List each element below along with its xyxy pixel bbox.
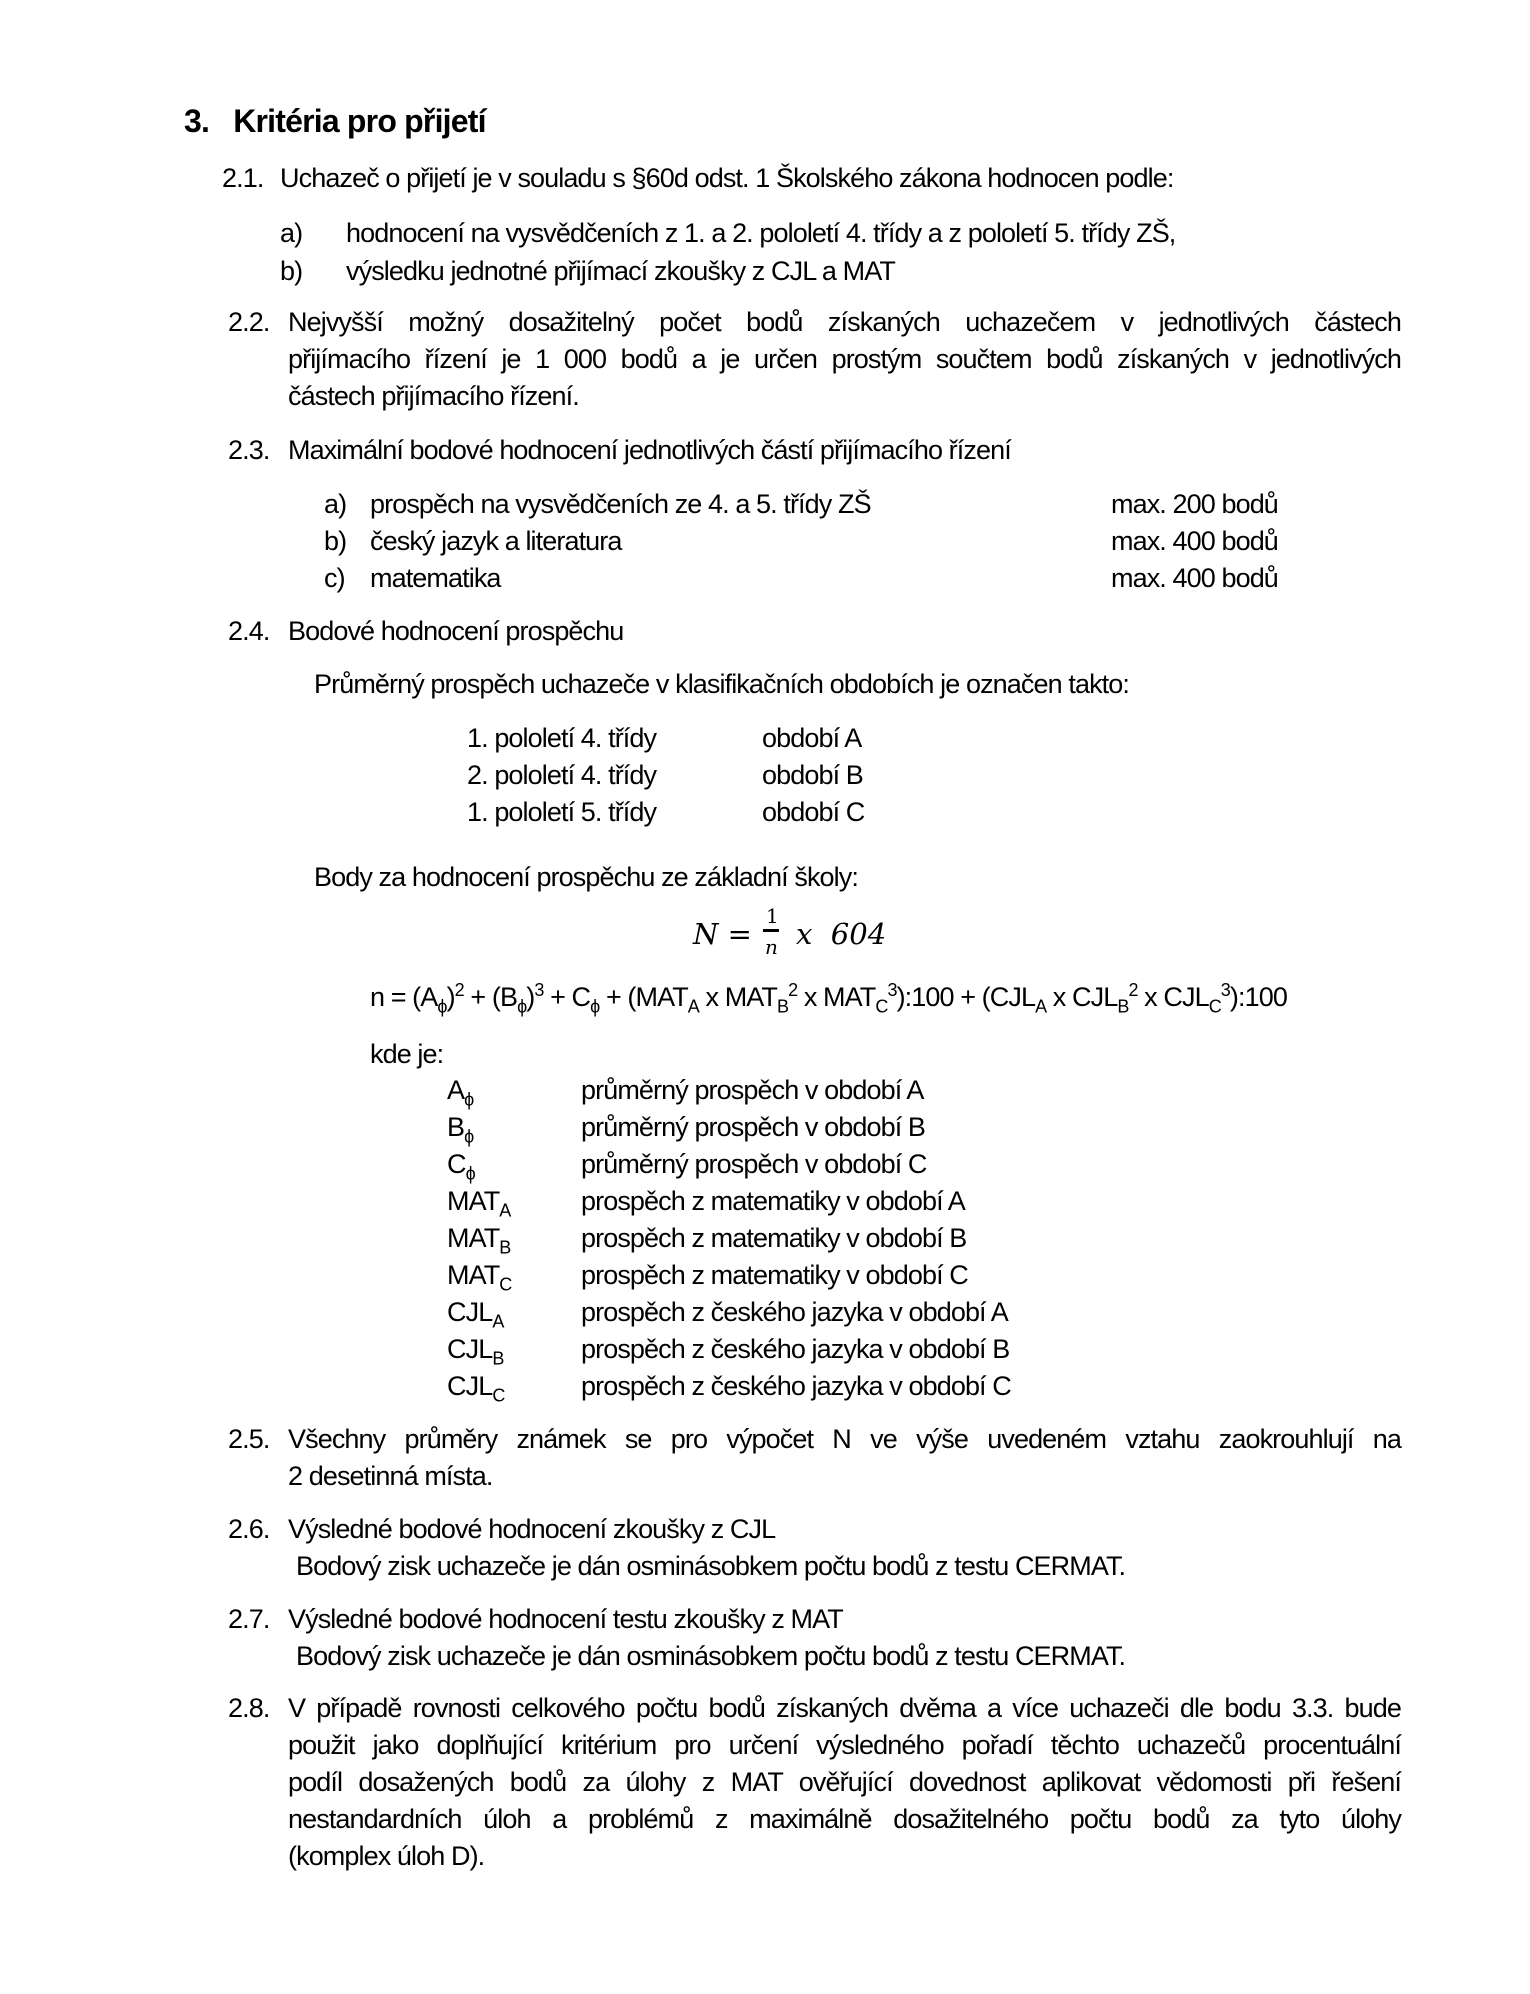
fraction-numerator: 1 (766, 904, 779, 928)
clause-number: 2.7. (228, 1604, 270, 1634)
clause-number: 2.5. (228, 1424, 270, 1454)
symbol-desc: prospěch z českého jazyka v období A (581, 1297, 1008, 1327)
clause-detail: Bodový zisk uchazeče je dán osminásobkem počtu bodů z testu CERMAT. (296, 1551, 1126, 1581)
period-label: období C (762, 797, 865, 827)
formula-rest: x 604 (796, 917, 887, 951)
period-label: období B (762, 760, 863, 790)
section-title: Kritéria pro přijetí (233, 103, 486, 139)
points-value: max. 400 bodů (1111, 526, 1278, 556)
symbol: $C_\phi$ (447, 1149, 475, 1184)
list-marker: c) (324, 563, 345, 593)
symbol: $MAT_C$ (447, 1260, 512, 1295)
clause-2-5-line: Všechny průměry známek se pro výpočet N ve výše uvedeném vztahu zaokrouhlují na (288, 1424, 1401, 1454)
clause-number: 2.6. (228, 1514, 270, 1544)
symbol: $CJL_C$ (447, 1371, 505, 1406)
points-value: max. 400 bodů (1111, 563, 1278, 593)
symbol: $CJL_A$ (447, 1297, 504, 1332)
clause-number: 2.8. (228, 1693, 270, 1723)
symbol-desc: prospěch z českého jazyka v období C (581, 1371, 1011, 1401)
list-marker: b) (324, 526, 347, 556)
clause-number: 2.2. (228, 307, 270, 337)
points-intro: Body za hodnocení prospěchu ze základní školy: (314, 862, 858, 892)
section-heading (184, 103, 486, 140)
fraction-bar (763, 929, 779, 932)
formula-lhs: N = (693, 917, 752, 951)
clause-detail: Bodový zisk uchazeče je dán osminásobkem počtu bodů z testu CERMAT. (296, 1641, 1126, 1671)
clause-2-8-line: podíl dosažených bodů za úlohy z MAT ověřující dovednost aplikovat vědomosti při řešení (288, 1767, 1401, 1797)
formula-n: $n = (A_\phi)^2 + (B_\phi)^3 + C_\phi + (MAT_A$ x $MAT_B^2$ x $MAT_C^3):100 + (CJL_A$ x $CJL_B^2$ x $CJL_C^3):100$ (370, 980, 1287, 1017)
fraction-denominator: n (765, 935, 778, 959)
symbol: $A_\phi$ (447, 1075, 474, 1110)
symbol-desc: prospěch z matematiky v období C (581, 1260, 968, 1290)
clause-2-8-line: nestandardních úloh a problémů z maximálně dosažitelného počtu bodů za tyto úlohy (288, 1804, 1401, 1834)
period-term: 1. pololetí 4. třídy (467, 723, 657, 753)
clause-2-5-line: 2 desetinná místa. (288, 1461, 493, 1491)
clause-2-8-line: (komplex úloh D). (288, 1841, 485, 1871)
list-item-text: hodnocení na vysvědčeních z 1. a 2. pololetí 4. třídy a z pololetí 5. třídy ZŠ, (346, 218, 1176, 248)
clause-number: 2.1. (222, 163, 264, 193)
clause-number: 2.3. (228, 435, 270, 465)
period-label: období A (762, 723, 862, 753)
symbol: $CJL_B$ (447, 1334, 504, 1369)
section-number: 3. (184, 103, 210, 139)
list-item: b) (280, 256, 303, 286)
clause-2-1 (222, 163, 1173, 194)
points-value: max. 200 bodů (1111, 489, 1278, 519)
symbol-desc: průměrný prospěch v období C (581, 1149, 927, 1179)
symbol-desc: průměrný prospěch v období A (581, 1075, 924, 1105)
symbol-desc: prospěch z matematiky v období A (581, 1186, 965, 1216)
clause-2-8-line: V případě rovnosti celkového počtu bodů získaných dvěma a více uchazeči dle bodu 3.3. bude (288, 1693, 1401, 1723)
intro-text: Průměrný prospěch uchazeče v klasifikačních obdobích je označen takto: (314, 669, 1129, 699)
symbol: $MAT_B$ (447, 1223, 511, 1258)
list-item-text: výsledku jednotné přijímací zkoušky z CJL a MAT (346, 256, 895, 286)
clause-2-2-line: přijímacího řízení je 1 000 bodů a je určen prostým součtem bodů získaných v jednotlivých (288, 344, 1401, 374)
clause-text: Bodové hodnocení prospěchu (288, 616, 624, 646)
period-term: 2. pololetí 4. třídy (467, 760, 657, 790)
clause-text: Maximální bodové hodnocení jednotlivých částí přijímacího řízení (288, 435, 1011, 465)
clause-text: Výsledné bodové hodnocení testu zkoušky z MAT (288, 1604, 843, 1634)
symbol: $MAT_A$ (447, 1186, 511, 1221)
list-item-text: matematika (370, 563, 501, 593)
list-item: a) (280, 218, 303, 248)
clause-2-8-line: použit jako doplňující kritérium pro určení výsledného pořadí těchto uchazečů procentuální (288, 1730, 1401, 1760)
symbol-desc: prospěch z českého jazyka v období B (581, 1334, 1010, 1364)
list-item-text: český jazyk a literatura (370, 526, 622, 556)
clause-2-2-line: Nejvyšší možný dosažitelný počet bodů získaných uchazečem v jednotlivých částech (288, 307, 1401, 337)
list-item-text: prospěch na vysvědčeních ze 4. a 5. třídy ZŠ (370, 489, 871, 519)
list-marker: a) (324, 489, 347, 519)
clause-text: Výsledné bodové hodnocení zkoušky z CJL (288, 1514, 776, 1544)
period-term: 1. pololetí 5. třídy (467, 797, 657, 827)
clause-2-2-line: částech přijímacího řízení. (288, 381, 579, 411)
clause-number: 2.4. (228, 616, 270, 646)
symbol-desc: prospěch z matematiky v období B (581, 1223, 967, 1253)
symbol: $B_\phi$ (447, 1112, 474, 1147)
where-label: kde je: (370, 1039, 444, 1069)
clause-text: Uchazeč o přijetí je v souladu s §60d odst. 1 Školského zákona hodnocen podle: (280, 163, 1174, 193)
symbol-desc: průměrný prospěch v období B (581, 1112, 926, 1142)
